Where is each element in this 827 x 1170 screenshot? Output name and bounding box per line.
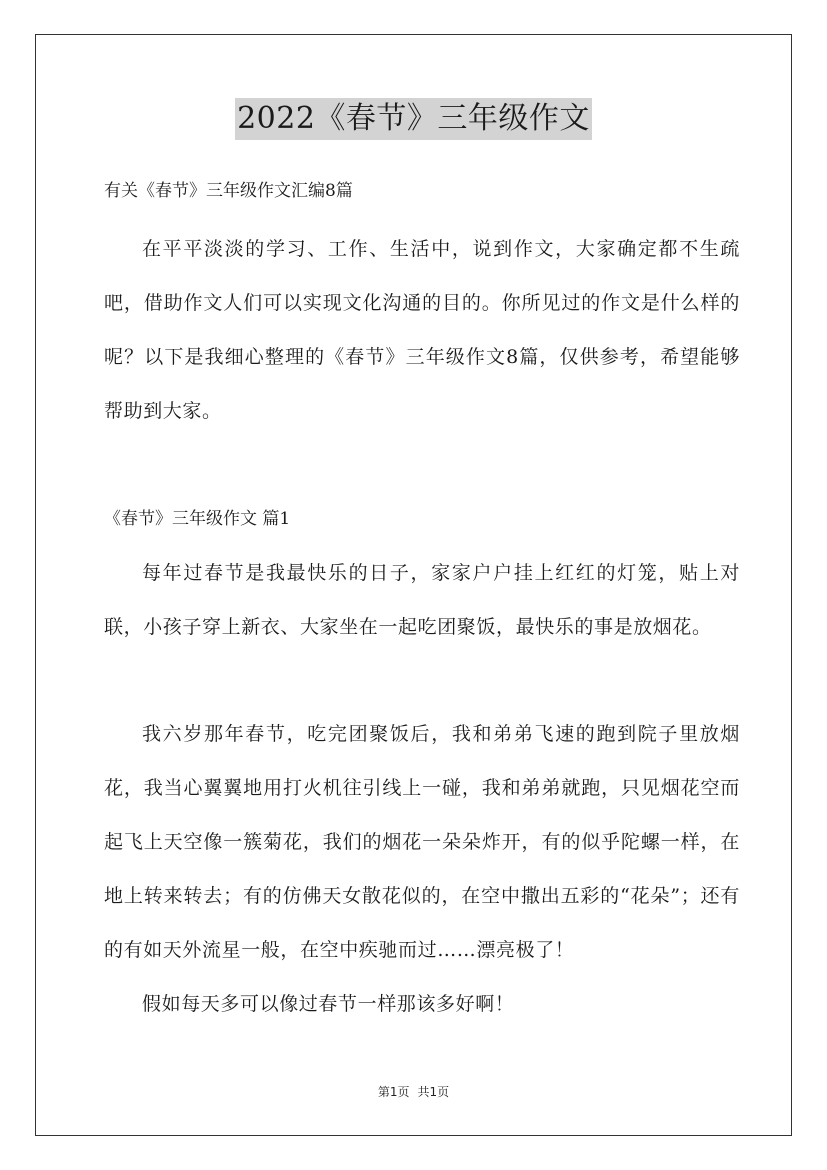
body-paragraph-3: 假如每天多可以像过春节一样那该多好啊！	[142, 993, 515, 1015]
document-title: 2022《春节》三年级作文	[235, 98, 592, 140]
page-number: 第1页	[377, 1085, 410, 1099]
intro-paragraph: 在平平淡淡的学习、工作、生活中，说到作文，大家确定都不生疏吧，借助作文人们可以实现文化沟通的目的。你所见过的作文是什么样的呢？以下是我细心整理的《春节》三年级作文8篇，仅供参考，希望能够帮助到大家。	[104, 238, 740, 422]
title-container	[0, 98, 827, 140]
body-paragraph-1: 每年过春节是我最快乐的日子，家家户户挂上红红的灯笼，贴上对联，小孩子穿上新衣、大家坐在一起吃团聚饭，最快乐的事是放烟花。	[104, 562, 740, 638]
body-paragraph-2: 我六岁那年春节，吃完团聚饭后，我和弟弟飞速的跑到院子里放烟花，我当心翼翼地用打火机往引线上一碰，我和弟弟就跑，只见烟花空而起飞上天空像一簇菊花，我们的烟花一朵朵炸开，有的似乎陀螺一样，在地上转来转去；有的仿佛天女散花似的，在空中撒出五彩的“花朵”；还有的有如天外流星一般，在空中疾驰而过……漂亮极了！	[104, 723, 740, 961]
section-heading: 《春节》三年级作文 篇1	[104, 509, 291, 529]
document-subtitle: 有关《春节》三年级作文汇编8篇	[104, 181, 353, 201]
page-footer	[0, 1084, 827, 1100]
page-total: 共1页	[417, 1085, 450, 1099]
